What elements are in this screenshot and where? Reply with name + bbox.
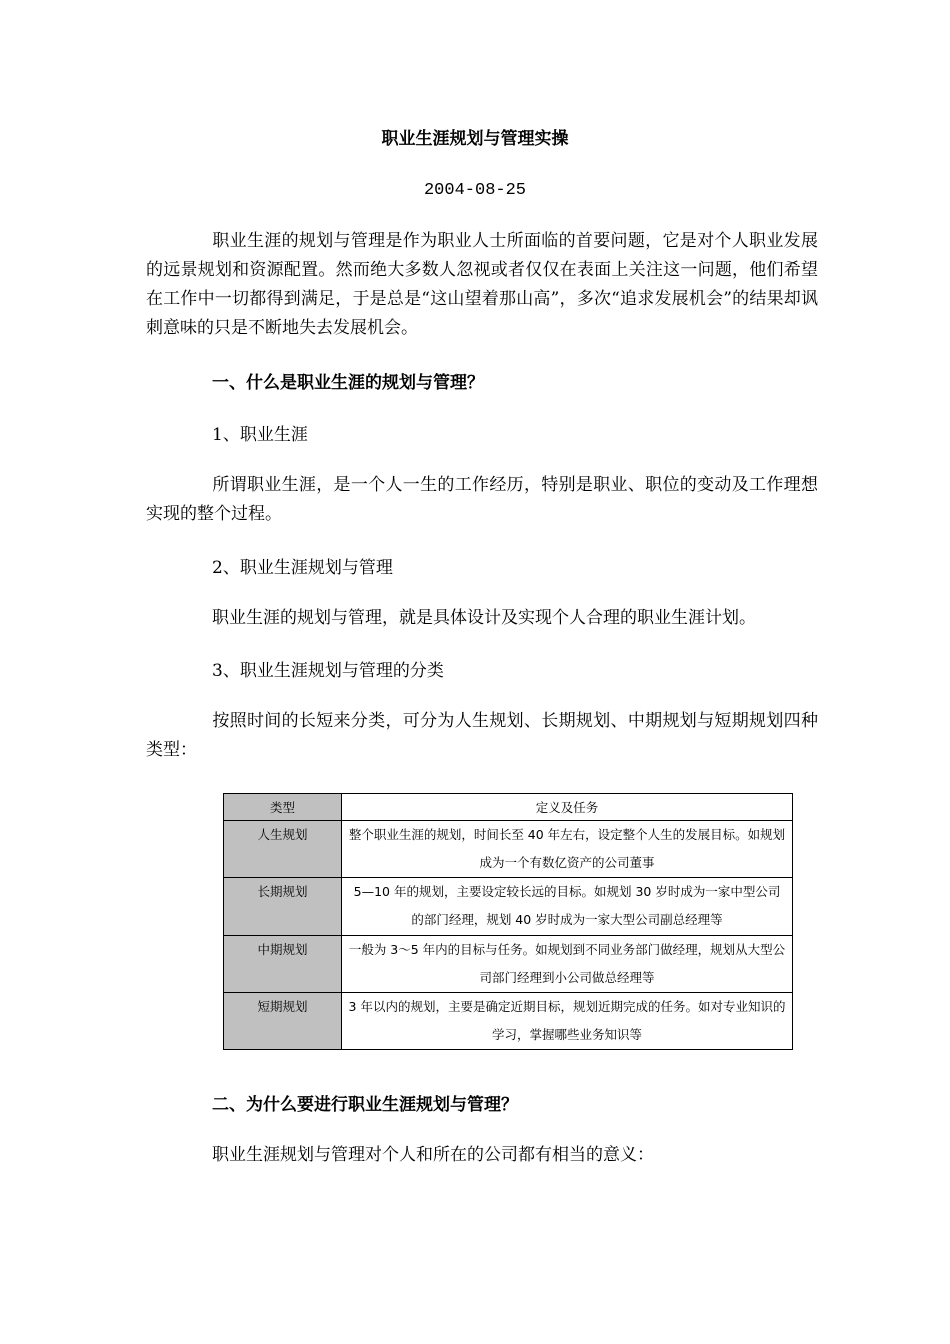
intro-paragraph <box>146 227 818 343</box>
table-cell-type: 人生规划 <box>224 821 342 878</box>
section1-heading: 一、什么是职业生涯的规划与管理？ <box>212 373 484 393</box>
section1-sub3-heading: 3、职业生涯规划与管理的分类 <box>212 661 444 681</box>
section1-sub2-text: 职业生涯的规划与管理，就是具体设计及实现个人合理的职业生涯计划。 <box>212 608 756 628</box>
table-header-type: 类型 <box>224 794 342 821</box>
table-header-definition: 定义及任务 <box>342 794 793 821</box>
table-row <box>224 878 793 935</box>
planning-types-table <box>223 793 793 1050</box>
document-title: 职业生涯规划与管理实操 <box>381 129 569 149</box>
table-cell-type: 长期规划 <box>224 878 342 935</box>
section1-sub1-heading: 1、职业生涯 <box>212 425 308 445</box>
table-cell-definition: 整个职业生涯的规划，时间长至 40 年左右，设定整个人生的发展目标。如规划成为一个有数亿资产的公司董事 <box>342 821 793 878</box>
section1-sub2-heading: 2、职业生涯规划与管理 <box>212 558 393 578</box>
table-cell-definition: 3 年以内的规划，主要是确定近期目标，规划近期完成的任务。如对专业知识的学习，掌握哪些业务知识等 <box>342 992 793 1049</box>
section1-sub3-paragraph <box>146 707 818 765</box>
section2-heading: 二、为什么要进行职业生涯规划与管理？ <box>212 1095 518 1115</box>
table-row <box>224 821 793 878</box>
section2-text: 职业生涯规划与管理对个人和所在的公司都有相当的意义： <box>212 1145 654 1165</box>
intro-text: 职业生涯的规划与管理是作为职业人士所面临的首要问题，它是对个人职业发展的远景规划和资源配置。然而绝大多数人忽视或者仅仅在表面上关注这一问题，他们希望在工作中一切都得到满足，于是总是“这山望着那山高”，多次“追求发展机会”的结果却讽刺意味的只是不断地失去发展机会。 <box>146 231 818 338</box>
table-row <box>224 992 793 1049</box>
table-cell-definition: 一般为 3～5 年内的目标与任务。如规划到不同业务部门做经理，规划从大型公司部门经理到小公司做总经理等 <box>342 935 793 992</box>
section1-sub3-text: 按照时间的长短来分类，可分为人生规划、长期规划、中期规划与短期规划四种类型： <box>146 711 818 760</box>
table-cell-definition: 5—10 年的规划，主要设定较长远的目标。如规划 30 岁时成为一家中型公司的部门经理，规划 40 岁时成为一家大型公司副总经理等 <box>342 878 793 935</box>
document-date: 2004-08-25 <box>423 181 527 200</box>
table-row <box>224 935 793 992</box>
table-cell-type: 短期规划 <box>224 992 342 1049</box>
table-cell-type: 中期规划 <box>224 935 342 992</box>
section1-sub1-paragraph <box>146 471 818 529</box>
section1-sub1-text: 所谓职业生涯，是一个人一生的工作经历，特别是职业、职位的变动及工作理想实现的整个过程。 <box>146 475 818 524</box>
